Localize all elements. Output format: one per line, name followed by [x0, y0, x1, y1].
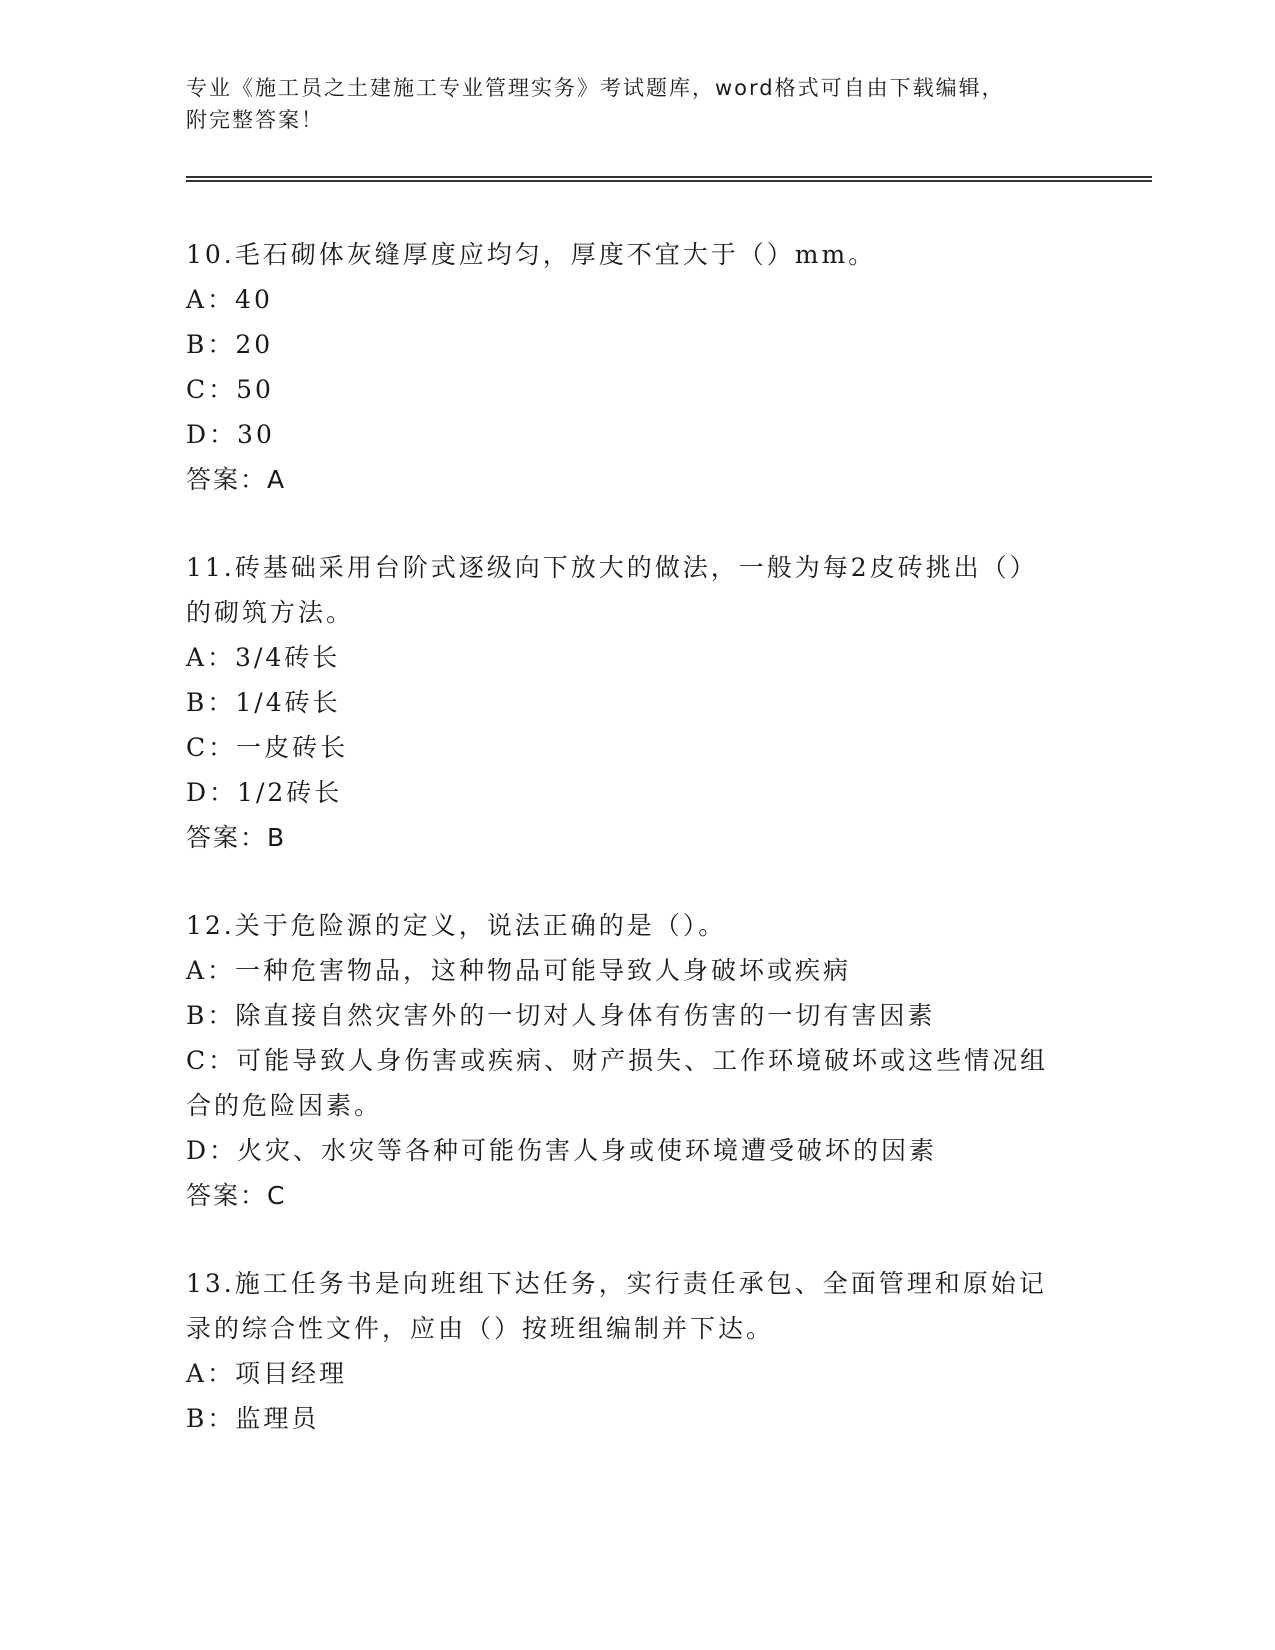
question-stem: 12.关于危险源的定义，说法正确的是（）。 [186, 911, 727, 940]
option-b: B：1/4砖长 [186, 688, 341, 717]
option-b: B：监理员 [186, 1404, 320, 1433]
question-11 [186, 545, 1086, 860]
option-d: D：1/2砖长 [186, 778, 343, 807]
question-stem-line-2: 录的综合性文件，应由（）按班组编制并下达。 [186, 1314, 775, 1343]
question-12 [186, 903, 1086, 1218]
option-c: C：50 [186, 375, 274, 404]
option-b: B：20 [186, 330, 274, 359]
header-line-2: 附完整答案！ [186, 108, 324, 132]
question-13 [186, 1261, 1086, 1441]
document-header [186, 72, 1066, 136]
option-b: B：除直接自然灾害外的一切对人身体有伤害的一切有害因素 [186, 1001, 936, 1030]
answer: 答案：A [186, 465, 287, 494]
header-divider [186, 176, 1152, 182]
question-stem: 10.毛石砌体灰缝厚度应均匀，厚度不宜大于（）mm。 [186, 240, 877, 269]
question-stem-line-2: 的砌筑方法。 [186, 598, 355, 627]
header-line-1: 专业《施工员之土建施工专业管理实务》考试题库，word格式可自由下载编辑， [186, 76, 1005, 100]
question-stem-line-1: 11.砖基础采用台阶式逐级向下放大的做法，一般为每2皮砖挑出（） [186, 553, 1038, 582]
option-c: C：可能导致人身伤害或疾病、财产损失、工作环境破坏或这些情况组 [186, 1046, 1049, 1075]
question-10 [186, 232, 1086, 502]
answer: 答案：C [186, 1181, 287, 1210]
option-c-continued: 合的危险因素。 [186, 1091, 383, 1120]
option-a: A：一种危害物品，这种物品可能导致人身破坏或疾病 [186, 956, 852, 985]
question-list [186, 232, 1086, 1441]
question-stem-line-1: 13.施工任务书是向班组下达任务，实行责任承包、全面管理和原始记 [186, 1269, 1047, 1298]
option-d: D：火灾、水灾等各种可能伤害人身或使环境遭受破坏的因素 [186, 1136, 938, 1165]
option-a: A：3/4砖长 [186, 643, 341, 672]
option-d: D：30 [186, 420, 275, 449]
answer: 答案：B [186, 823, 287, 852]
option-a: A：40 [186, 285, 273, 314]
option-c: C：一皮砖长 [186, 733, 349, 762]
option-a: A：项目经理 [186, 1359, 348, 1388]
